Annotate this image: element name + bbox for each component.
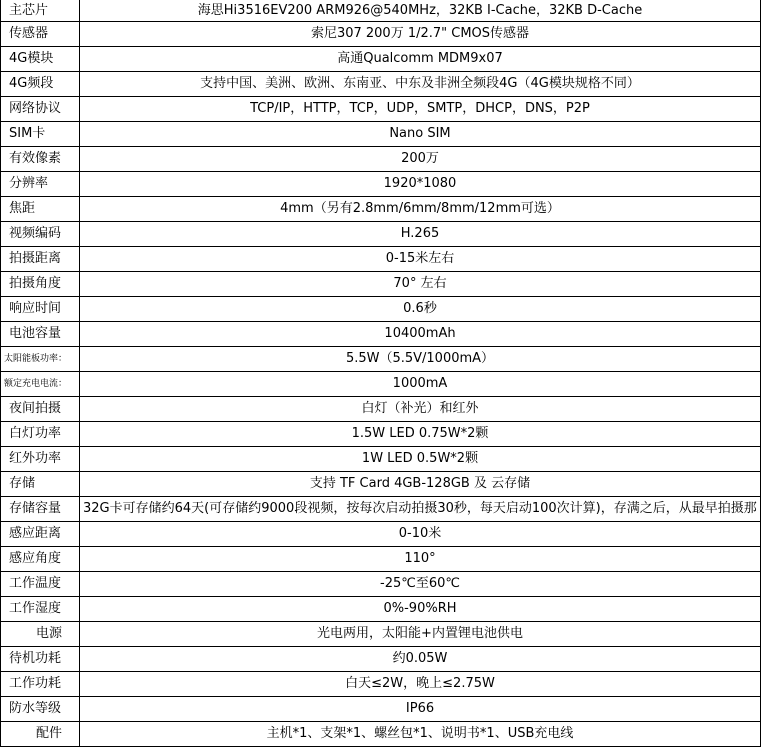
spec-row-sim-card	[1, 122, 761, 147]
spec-value: 海思Hi3516EV200 ARM926@540MHz，32KB I-Cache，32KB D-Cache	[80, 0, 761, 22]
spec-value: 70° 左右	[80, 272, 761, 297]
spec-label: 白灯功率	[1, 422, 80, 447]
spec-row-battery-capacity	[1, 322, 761, 347]
spec-row-response-time	[1, 297, 761, 322]
spec-row-video-codec	[1, 222, 761, 247]
spec-row-night-shooting	[1, 397, 761, 422]
spec-value: 1920*1080	[80, 172, 761, 197]
spec-table-body	[1, 0, 761, 747]
spec-row-operating-humidity	[1, 597, 761, 622]
spec-label: 工作功耗	[1, 672, 80, 697]
spec-label: 红外功率	[1, 447, 80, 472]
spec-label: 主芯片	[1, 0, 80, 22]
spec-row-operating-temperature	[1, 572, 761, 597]
spec-label: 拍摄角度	[1, 272, 80, 297]
spec-label: 电源	[1, 622, 80, 647]
spec-value: 0-10米	[80, 522, 761, 547]
spec-row-power-supply	[1, 622, 761, 647]
spec-value: 1000mA	[80, 372, 761, 397]
spec-row-effective-pixels	[1, 147, 761, 172]
spec-value: 5.5W（5.5V/1000mA）	[80, 347, 761, 372]
spec-row-solar-panel-power	[1, 347, 761, 372]
spec-label: 夜间拍摄	[1, 397, 80, 422]
spec-label: 4G频段	[1, 72, 80, 97]
spec-value: 主机*1、支架*1、螺丝包*1、说明书*1、USB充电线	[80, 722, 761, 747]
spec-row-storage	[1, 472, 761, 497]
spec-value: 高通Qualcomm MDM9x07	[80, 47, 761, 72]
spec-label: 太阳能板功率：	[1, 347, 80, 372]
spec-label: 拍摄距离	[1, 247, 80, 272]
spec-value: H.265	[80, 222, 761, 247]
spec-label: 焦距	[1, 197, 80, 222]
spec-value: 4mm（另有2.8mm/6mm/8mm/12mm可选）	[80, 197, 761, 222]
spec-label: 存储容量	[1, 497, 80, 522]
spec-row-focal-length	[1, 197, 761, 222]
spec-value: 光电两用，太阳能+内置锂电池供电	[80, 622, 761, 647]
spec-label: 额定充电电流：	[1, 372, 80, 397]
spec-value: -25℃至60℃	[80, 572, 761, 597]
spec-value: 200万	[80, 147, 761, 172]
spec-label: 工作温度	[1, 572, 80, 597]
spec-row-standby-power	[1, 647, 761, 672]
spec-label: 配件	[1, 722, 80, 747]
spec-value: 0.6秒	[80, 297, 761, 322]
spec-value: 0-15米左右	[80, 247, 761, 272]
spec-value: 白灯（补光）和红外	[80, 397, 761, 422]
spec-row-sensing-angle	[1, 547, 761, 572]
spec-label: SIM卡	[1, 122, 80, 147]
spec-row-sensing-distance	[1, 522, 761, 547]
spec-row-storage-capacity	[1, 497, 761, 522]
spec-row-waterproof-rating	[1, 697, 761, 722]
spec-row-rated-charge-current	[1, 372, 761, 397]
spec-label: 视频编码	[1, 222, 80, 247]
spec-value: 32G卡可存储约64天(可存储约9000段视频，按每次启动拍摄30秒，每天启动100次计算)，存满之后，从最早拍摄那	[80, 497, 761, 522]
spec-label: 工作湿度	[1, 597, 80, 622]
spec-row-working-power	[1, 672, 761, 697]
spec-value: 支持 TF Card 4GB-128GB 及 云存储	[80, 472, 761, 497]
spec-value: 1W LED 0.5W*2颗	[80, 447, 761, 472]
spec-label: 传感器	[1, 22, 80, 47]
spec-label: 待机功耗	[1, 647, 80, 672]
spec-row-4g-module	[1, 47, 761, 72]
spec-label: 防水等级	[1, 697, 80, 722]
spec-value: 1.5W LED 0.75W*2颗	[80, 422, 761, 447]
spec-value: Nano SIM	[80, 122, 761, 147]
spec-row-white-light-power	[1, 422, 761, 447]
spec-label: 响应时间	[1, 297, 80, 322]
spec-row-sensor	[1, 22, 761, 47]
spec-label: 4G模块	[1, 47, 80, 72]
spec-row-resolution	[1, 172, 761, 197]
spec-value: 10400mAh	[80, 322, 761, 347]
spec-label: 电池容量	[1, 322, 80, 347]
spec-value: 约0.05W	[80, 647, 761, 672]
spec-label: 分辨率	[1, 172, 80, 197]
spec-label: 感应距离	[1, 522, 80, 547]
spec-label: 感应角度	[1, 547, 80, 572]
spec-label: 有效像素	[1, 147, 80, 172]
spec-row-shooting-angle	[1, 272, 761, 297]
spec-value: 0%-90%RH	[80, 597, 761, 622]
spec-row-network-protocols	[1, 97, 761, 122]
spec-value: 白天≤2W，晚上≤2.75W	[80, 672, 761, 697]
spec-row-main-chip	[1, 0, 761, 22]
spec-value: 110°	[80, 547, 761, 572]
spec-value: TCP/IP，HTTP，TCP，UDP，SMTP，DHCP，DNS，P2P	[80, 97, 761, 122]
spec-row-infrared-power	[1, 447, 761, 472]
spec-row-accessories	[1, 722, 761, 747]
spec-row-4g-bands	[1, 72, 761, 97]
spec-label: 存储	[1, 472, 80, 497]
spec-value: 支持中国、美洲、欧洲、东南亚、中东及非洲全频段4G（4G模块规格不同）	[80, 72, 761, 97]
spec-value: 索尼307 200万 1/2.7" CMOS传感器	[80, 22, 761, 47]
spec-label: 网络协议	[1, 97, 80, 122]
spec-value: IP66	[80, 697, 761, 722]
spec-row-shooting-distance	[1, 247, 761, 272]
